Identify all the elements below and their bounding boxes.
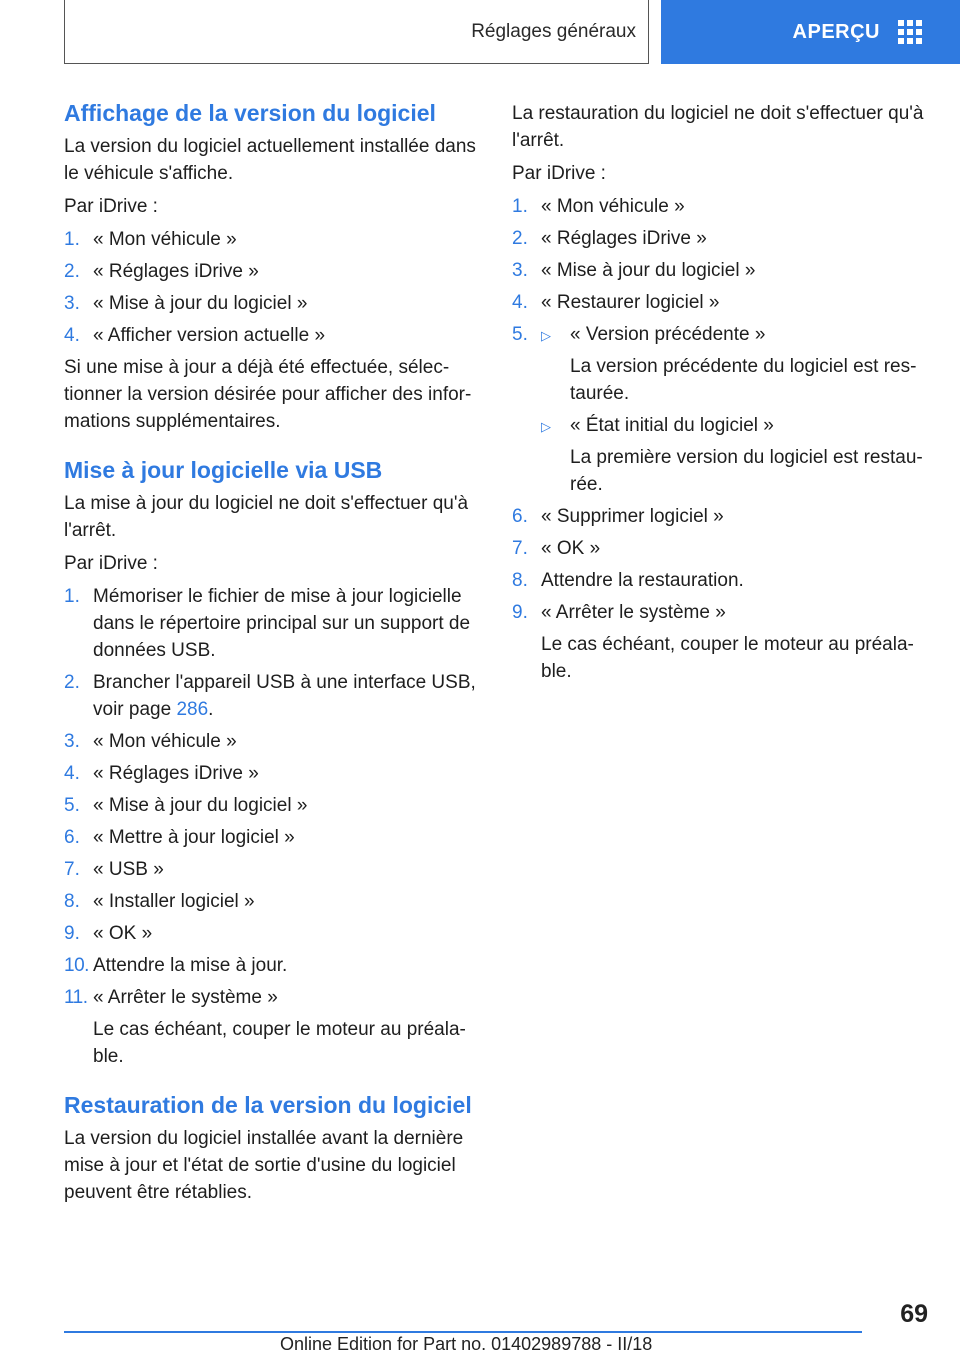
sub-item-label: « Version précédente » bbox=[570, 324, 766, 345]
list-item bbox=[512, 257, 932, 284]
step-number: 6. bbox=[64, 827, 80, 848]
step-number: 4. bbox=[64, 763, 80, 784]
list-item bbox=[64, 290, 480, 317]
step-text: « Mise à jour du logiciel » bbox=[93, 293, 308, 314]
page-number: 69 bbox=[900, 1300, 928, 1328]
step-text: « Mise à jour du logiciel » bbox=[541, 260, 756, 281]
triangle-icon: ▷ bbox=[541, 328, 551, 343]
heading-software-version: Affichage de la version du logiciel bbox=[64, 100, 436, 126]
paragraph: Par iDrive : bbox=[64, 553, 158, 574]
step-note: Le cas échéant, couper le moteur au préalable. bbox=[93, 1019, 466, 1067]
step-number: 1. bbox=[64, 586, 80, 607]
step-text bbox=[541, 599, 932, 685]
step-text: « Réglages iDrive » bbox=[541, 228, 707, 249]
step-number: 10. bbox=[64, 955, 89, 976]
step-text: « Afficher version actuelle » bbox=[93, 325, 326, 346]
list-item bbox=[64, 984, 480, 1070]
step-number: 11. bbox=[64, 987, 88, 1008]
step-number: 4. bbox=[512, 292, 528, 313]
edition-text: Online Edition for Part no. 01402989788 - II/18 bbox=[280, 1334, 653, 1354]
sub-item bbox=[541, 412, 932, 498]
chapter-header bbox=[64, 0, 649, 64]
list-item bbox=[64, 920, 480, 947]
list-item bbox=[64, 728, 480, 755]
step-number: 4. bbox=[64, 325, 80, 346]
steps-list bbox=[512, 193, 932, 685]
list-item bbox=[512, 321, 932, 498]
right-column bbox=[512, 100, 932, 690]
list-item bbox=[64, 583, 480, 664]
sub-item-note: La version précédente du logiciel est restaurée. bbox=[570, 356, 917, 404]
paragraph: Si une mise à jour a déjà été effectuée, sélectionner la version désirée pour afficher des informations supplémentaires. bbox=[64, 357, 472, 432]
step-text: « Réglages iDrive » bbox=[93, 261, 259, 282]
steps-list bbox=[64, 583, 480, 1070]
step-number: 1. bbox=[64, 229, 80, 250]
list-item bbox=[64, 322, 480, 349]
step-number: 6. bbox=[512, 506, 528, 527]
paragraph: Par iDrive : bbox=[64, 196, 158, 217]
step-number: 1. bbox=[512, 196, 528, 217]
sub-item-note: La première version du logiciel est restaurée. bbox=[570, 447, 923, 495]
step-number: 3. bbox=[64, 731, 80, 752]
list-item bbox=[64, 952, 480, 979]
step-text: « Mise à jour du logiciel » bbox=[93, 795, 308, 816]
step-number: 5. bbox=[512, 324, 528, 345]
list-item bbox=[512, 503, 932, 530]
heading-usb-update: Mise à jour logicielle via USB bbox=[64, 457, 383, 483]
paragraph: Par iDrive : bbox=[512, 163, 606, 184]
footer-divider bbox=[64, 1331, 862, 1333]
heading-restore: Restauration de la version du logiciel bbox=[64, 1092, 472, 1118]
step-text-part: « Arrêter le système » bbox=[541, 602, 726, 623]
step-text: Attendre la mise à jour. bbox=[93, 955, 288, 976]
step-number: 7. bbox=[512, 538, 528, 559]
paragraph: La restauration du logiciel ne doit s'effectuer qu'à l'arrêt. bbox=[512, 103, 924, 151]
overview-label: APERÇU bbox=[792, 20, 880, 43]
step-text bbox=[93, 669, 480, 723]
list-item bbox=[64, 888, 480, 915]
step-text bbox=[541, 321, 932, 498]
list-item bbox=[64, 669, 480, 723]
step-number: 3. bbox=[64, 293, 80, 314]
step-text: « Restaurer logiciel » bbox=[541, 292, 720, 313]
paragraph: La mise à jour du logiciel ne doit s'effectuer qu'à l'arrêt. bbox=[64, 493, 469, 541]
step-text: « Mon véhicule » bbox=[93, 731, 237, 752]
step-text: « Installer logiciel » bbox=[93, 891, 255, 912]
step-number: 2. bbox=[64, 672, 80, 693]
left-column bbox=[64, 100, 480, 1206]
list-item bbox=[64, 824, 480, 851]
step-text-part: Brancher l'appareil USB à une interface USB, voir page bbox=[93, 672, 476, 720]
step-text: « Mettre à jour logiciel » bbox=[93, 827, 295, 848]
step-number: 7. bbox=[64, 859, 80, 880]
step-number: 2. bbox=[64, 261, 80, 282]
step-text: « OK » bbox=[93, 923, 153, 944]
sub-item-label: « État initial du logiciel » bbox=[570, 415, 774, 436]
list-item bbox=[512, 289, 932, 316]
step-text: « USB » bbox=[93, 859, 164, 880]
step-text: « OK » bbox=[541, 538, 601, 559]
step-number: 8. bbox=[512, 570, 528, 591]
step-text: Attendre la restauration. bbox=[541, 570, 744, 591]
sub-item bbox=[541, 321, 932, 407]
page-link[interactable]: 286 bbox=[176, 699, 209, 720]
step-text: « Supprimer logiciel » bbox=[541, 506, 724, 527]
step-text bbox=[93, 984, 480, 1070]
paragraph: La version du logiciel installée avant la dernière mise à jour et l'état de sortie d'usine du logiciel peuvent être rétablies. bbox=[64, 1128, 464, 1203]
triangle-icon: ▷ bbox=[541, 419, 551, 434]
step-text-part: . bbox=[208, 699, 214, 720]
sub-item-text bbox=[570, 321, 932, 407]
step-text-part: « Arrêter le système » bbox=[93, 987, 278, 1008]
list-item bbox=[64, 258, 480, 285]
list-item bbox=[64, 792, 480, 819]
step-number: 2. bbox=[512, 228, 528, 249]
list-item bbox=[64, 760, 480, 787]
list-item bbox=[64, 226, 480, 253]
step-note: Le cas échéant, couper le moteur au préalable. bbox=[541, 634, 914, 682]
sub-item-text bbox=[570, 412, 932, 498]
steps-list bbox=[64, 226, 480, 349]
step-number: 3. bbox=[512, 260, 528, 281]
paragraph: La version du logiciel actuellement installée dans le véhicule s'affiche. bbox=[64, 136, 476, 184]
list-item bbox=[512, 599, 932, 685]
grid-icon bbox=[898, 20, 922, 44]
list-item bbox=[64, 856, 480, 883]
step-number: 9. bbox=[512, 602, 528, 623]
step-text: Mémoriser le fichier de mise à jour logicielle dans le répertoire principal sur un support de données USB. bbox=[93, 586, 471, 661]
list-item bbox=[512, 567, 932, 594]
step-text: « Mon véhicule » bbox=[93, 229, 237, 250]
list-item bbox=[512, 225, 932, 252]
chapter-title: Réglages généraux bbox=[471, 20, 636, 42]
step-text: « Mon véhicule » bbox=[541, 196, 685, 217]
step-number: 9. bbox=[64, 923, 80, 944]
step-number: 8. bbox=[64, 891, 80, 912]
step-text: « Réglages iDrive » bbox=[93, 763, 259, 784]
step-number: 5. bbox=[64, 795, 80, 816]
overview-button[interactable] bbox=[661, 0, 960, 64]
list-item bbox=[512, 193, 932, 220]
list-item bbox=[512, 535, 932, 562]
